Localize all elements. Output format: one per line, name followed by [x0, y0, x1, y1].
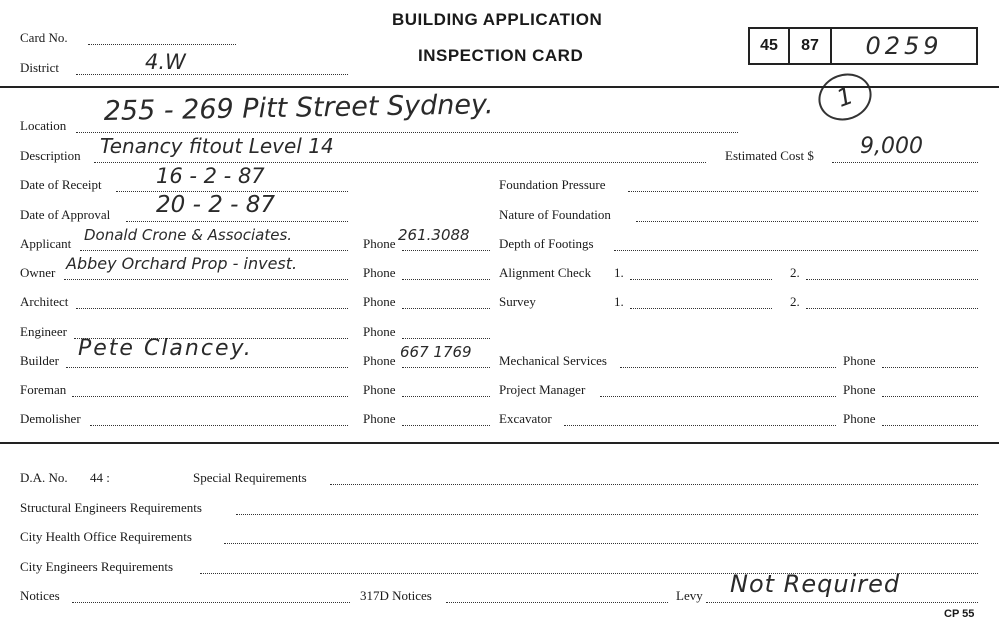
depth-of-footings-line — [614, 250, 978, 251]
date-of-receipt-value: 16 - 2 - 87 — [156, 164, 265, 188]
architect-phone-label: Phone — [363, 294, 396, 309]
alignment-check-num-1: 1. — [614, 265, 624, 280]
foreman-label: Foreman — [20, 382, 67, 397]
architect-phone-line — [402, 308, 490, 309]
city-engineers-label: City Engineers Requirements — [20, 559, 174, 574]
location-label: Location — [20, 118, 67, 133]
location-line — [76, 132, 738, 133]
notices-line — [72, 602, 350, 603]
applicant-phone-value: 261.3088 — [398, 226, 470, 244]
district-label: District — [20, 60, 59, 75]
da-no-value: 44 : — [90, 470, 110, 485]
applicant-value: Donald Crone & Associates. — [84, 226, 293, 244]
levy-label: Levy — [676, 588, 703, 603]
city-health-line — [224, 543, 978, 544]
owner-label: Owner — [20, 265, 56, 280]
foundation-pressure-label: Foundation Pressure — [499, 177, 606, 192]
card-no-label: Card No. — [20, 30, 68, 45]
alignment-check-label: Alignment Check — [499, 265, 592, 280]
location-value: 255 - 269 Pitt Street Sydney. — [103, 89, 494, 127]
excavator-label: Excavator — [499, 411, 552, 426]
special-requirements-label: Special Requirements — [193, 470, 307, 485]
notices-317d-line — [446, 602, 668, 603]
depth-of-footings-label: Depth of Footings — [499, 236, 594, 251]
excavator-phone-label: Phone — [843, 411, 876, 426]
estimated-cost-value: 9,000 — [860, 134, 923, 159]
nature-of-foundation-label: Nature of Foundation — [499, 207, 611, 222]
description-line — [94, 162, 706, 163]
card-no-line — [88, 44, 236, 45]
owner-value: Abbey Orchard Prop - invest. — [66, 254, 298, 273]
applicant-phone-label: Phone — [363, 236, 396, 251]
applicant-phone-line — [402, 250, 490, 251]
date-of-approval-label: Date of Approval — [20, 207, 111, 222]
notices-label: Notices — [20, 588, 60, 603]
header-divider — [0, 86, 999, 88]
excavator-phone-line — [882, 425, 978, 426]
demolisher-line — [90, 425, 348, 426]
title-line-2: INSPECTION CARD — [418, 46, 584, 65]
project-manager-line — [600, 396, 836, 397]
demolisher-phone-label: Phone — [363, 411, 396, 426]
mechanical-services-line — [620, 367, 836, 368]
excavator-line — [564, 425, 836, 426]
district-line — [76, 74, 348, 75]
date-of-approval-value: 20 - 2 - 87 — [156, 192, 276, 218]
owner-phone-label: Phone — [363, 265, 396, 280]
survey-label: Survey — [499, 294, 536, 309]
builder-line — [66, 367, 348, 368]
description-label: Description — [20, 148, 81, 163]
survey-num-1: 1. — [614, 294, 624, 309]
project-manager-phone-label: Phone — [843, 382, 876, 397]
structural-engineers-label: Structural Engineers Requirements — [20, 500, 202, 515]
mechanical-services-phone-line — [882, 367, 978, 368]
mechanical-services-label: Mechanical Services — [499, 353, 607, 368]
alignment-check-line-2 — [806, 279, 978, 280]
form-code: CP 55 — [944, 608, 975, 620]
alignment-check-num-2: 2. — [790, 265, 800, 280]
engineer-phone-line — [402, 338, 490, 339]
notices-317d-label: 317D Notices — [360, 588, 432, 603]
date-of-approval-line — [126, 221, 348, 222]
description-value: Tenancy fitout Level 14 — [100, 134, 334, 158]
architect-label: Architect — [20, 294, 69, 309]
circled-mark — [812, 66, 878, 128]
estimated-cost-label: Estimated Cost $ — [725, 148, 814, 163]
builder-phone-line — [402, 367, 490, 368]
levy-line — [706, 602, 978, 603]
engineer-phone-label: Phone — [363, 324, 396, 339]
foreman-phone-label: Phone — [363, 382, 396, 397]
demolisher-phone-line — [402, 425, 490, 426]
date-of-receipt-label: Date of Receipt — [20, 177, 102, 192]
special-requirements-line — [330, 484, 978, 485]
levy-value: Not Required — [730, 570, 901, 598]
project-manager-label: Project Manager — [499, 382, 586, 397]
builder-phone-label: Phone — [363, 353, 396, 368]
foreman-line — [72, 396, 348, 397]
survey-line-2 — [806, 308, 978, 309]
number-box-3 — [830, 27, 978, 65]
card-number-value: 0259 — [865, 32, 943, 60]
owner-phone-line — [402, 279, 490, 280]
nature-of-foundation-line — [636, 221, 978, 222]
estimated-cost-line — [832, 162, 978, 163]
circled-number: 1 — [833, 81, 857, 113]
foreman-phone-line — [402, 396, 490, 397]
number-box-1: 45 — [748, 27, 790, 65]
title-line-1: BUILDING APPLICATION — [392, 10, 603, 29]
structural-engineers-line — [236, 514, 978, 515]
applicant-label: Applicant — [20, 236, 72, 251]
foundation-pressure-line — [628, 191, 978, 192]
district-value: 4.W — [145, 50, 186, 74]
builder-value: Pete Clancey. — [78, 336, 253, 361]
survey-num-2: 2. — [790, 294, 800, 309]
da-no-label: D.A. No. — [20, 470, 68, 485]
builder-phone-value: 667 1769 — [400, 343, 472, 361]
engineer-label: Engineer — [20, 324, 67, 339]
project-manager-phone-line — [882, 396, 978, 397]
survey-line-1 — [630, 308, 772, 309]
architect-line — [76, 308, 348, 309]
builder-label: Builder — [20, 353, 59, 368]
footer-divider — [0, 442, 999, 444]
applicant-line — [80, 250, 348, 251]
mechanical-services-phone-label: Phone — [843, 353, 876, 368]
city-health-label: City Health Office Requirements — [20, 529, 192, 544]
demolisher-label: Demolisher — [20, 411, 81, 426]
owner-line — [64, 279, 348, 280]
number-box-2: 87 — [788, 27, 832, 65]
alignment-check-line-1 — [630, 279, 772, 280]
